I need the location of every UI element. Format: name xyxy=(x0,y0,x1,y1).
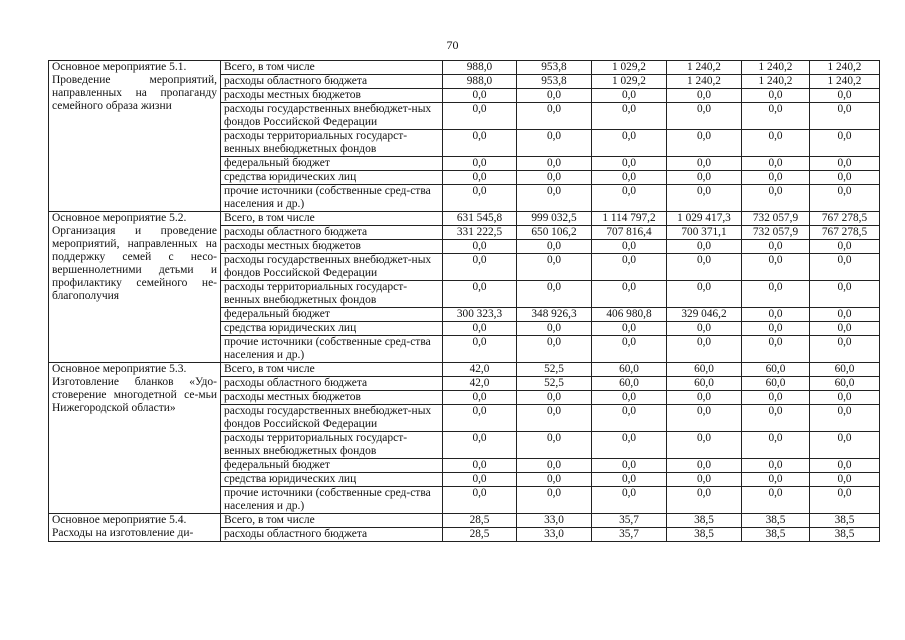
amount-cell: 953,8 xyxy=(517,61,592,75)
amount-cell: 0,0 xyxy=(592,391,667,405)
amount-cell: 0,0 xyxy=(592,322,667,336)
amount-cell: 0,0 xyxy=(592,487,667,514)
table-row xyxy=(49,514,880,528)
amount-cell: 38,5 xyxy=(667,528,742,542)
amount-cell: 0,0 xyxy=(742,322,810,336)
amount-cell: 0,0 xyxy=(742,459,810,473)
amount-cell: 700 371,1 xyxy=(667,226,742,240)
amount-cell: 0,0 xyxy=(667,391,742,405)
amount-cell: 300 323,3 xyxy=(443,308,517,322)
amount-cell: 0,0 xyxy=(810,171,880,185)
amount-cell: 0,0 xyxy=(443,473,517,487)
amount-cell: 52,5 xyxy=(517,377,592,391)
funding-source-label: Всего, в том числе xyxy=(221,363,443,377)
amount-cell: 0,0 xyxy=(517,281,592,308)
funding-source-label: Всего, в том числе xyxy=(221,212,443,226)
amount-cell: 28,5 xyxy=(443,514,517,528)
amount-cell: 52,5 xyxy=(517,363,592,377)
amount-cell: 0,0 xyxy=(443,281,517,308)
amount-cell: 0,0 xyxy=(443,185,517,212)
amount-cell: 42,0 xyxy=(443,377,517,391)
amount-cell: 1 240,2 xyxy=(742,61,810,75)
amount-cell: 0,0 xyxy=(443,103,517,130)
funding-source-label: Всего, в том числе xyxy=(221,514,443,528)
amount-cell: 348 926,3 xyxy=(517,308,592,322)
amount-cell: 0,0 xyxy=(667,240,742,254)
amount-cell: 0,0 xyxy=(810,254,880,281)
amount-cell: 0,0 xyxy=(592,171,667,185)
amount-cell: 767 278,5 xyxy=(810,212,880,226)
amount-cell: 0,0 xyxy=(742,254,810,281)
amount-cell: 0,0 xyxy=(443,322,517,336)
amount-cell: 0,0 xyxy=(517,130,592,157)
amount-cell: 0,0 xyxy=(592,185,667,212)
amount-cell: 0,0 xyxy=(810,89,880,103)
amount-cell: 38,5 xyxy=(742,528,810,542)
funding-source-label: расходы государственных внебюджет-ных фондов Российской Федерации xyxy=(221,103,443,130)
amount-cell: 0,0 xyxy=(443,336,517,363)
amount-cell: 0,0 xyxy=(742,130,810,157)
amount-cell: 0,0 xyxy=(810,473,880,487)
amount-cell: 33,0 xyxy=(517,514,592,528)
amount-cell: 0,0 xyxy=(810,405,880,432)
amount-cell: 0,0 xyxy=(667,322,742,336)
amount-cell: 0,0 xyxy=(810,103,880,130)
amount-cell: 0,0 xyxy=(517,391,592,405)
amount-cell: 0,0 xyxy=(517,336,592,363)
amount-cell: 0,0 xyxy=(517,459,592,473)
amount-cell: 0,0 xyxy=(443,240,517,254)
amount-cell: 1 240,2 xyxy=(810,61,880,75)
amount-cell: 0,0 xyxy=(592,281,667,308)
funding-source-label: расходы местных бюджетов xyxy=(221,391,443,405)
amount-cell: 0,0 xyxy=(517,103,592,130)
table-row xyxy=(49,61,880,75)
amount-cell: 0,0 xyxy=(443,157,517,171)
amount-cell: 0,0 xyxy=(517,487,592,514)
funding-source-label: федеральный бюджет xyxy=(221,157,443,171)
amount-cell: 0,0 xyxy=(517,432,592,459)
funding-source-label: прочие источники (собственные сред-ства населения и др.) xyxy=(221,185,443,212)
amount-cell: 1 240,2 xyxy=(810,75,880,89)
amount-cell: 0,0 xyxy=(667,130,742,157)
amount-cell: 406 980,8 xyxy=(592,308,667,322)
funding-source-label: расходы территориальных государст-венных внебюджетных фондов xyxy=(221,130,443,157)
amount-cell: 60,0 xyxy=(742,377,810,391)
funding-source-label: прочие источники (собственные сред-ства населения и др.) xyxy=(221,336,443,363)
amount-cell: 0,0 xyxy=(443,130,517,157)
amount-cell: 0,0 xyxy=(592,130,667,157)
amount-cell: 1 240,2 xyxy=(742,75,810,89)
amount-cell: 0,0 xyxy=(810,157,880,171)
amount-cell: 1 029 417,3 xyxy=(667,212,742,226)
amount-cell: 60,0 xyxy=(810,377,880,391)
amount-cell: 38,5 xyxy=(742,514,810,528)
amount-cell: 0,0 xyxy=(592,254,667,281)
amount-cell: 999 032,5 xyxy=(517,212,592,226)
amount-cell: 0,0 xyxy=(667,487,742,514)
amount-cell: 0,0 xyxy=(742,157,810,171)
amount-cell: 0,0 xyxy=(667,171,742,185)
amount-cell: 0,0 xyxy=(810,130,880,157)
amount-cell: 0,0 xyxy=(742,171,810,185)
amount-cell: 0,0 xyxy=(667,185,742,212)
amount-cell: 1 029,2 xyxy=(592,61,667,75)
amount-cell: 38,5 xyxy=(810,514,880,528)
activity-title: Основное мероприятие 5.3. xyxy=(52,363,187,375)
amount-cell: 0,0 xyxy=(592,459,667,473)
amount-cell: 331 222,5 xyxy=(443,226,517,240)
amount-cell: 0,0 xyxy=(443,432,517,459)
amount-cell: 0,0 xyxy=(810,336,880,363)
activity-title: Основное мероприятие 5.1. xyxy=(52,61,187,73)
amount-cell: 0,0 xyxy=(742,103,810,130)
amount-cell: 631 545,8 xyxy=(443,212,517,226)
amount-cell: 1 240,2 xyxy=(667,61,742,75)
amount-cell: 0,0 xyxy=(742,240,810,254)
budget-table xyxy=(48,60,880,542)
funding-source-label: прочие источники (собственные сред-ства населения и др.) xyxy=(221,487,443,514)
amount-cell: 0,0 xyxy=(667,254,742,281)
amount-cell: 0,0 xyxy=(667,405,742,432)
amount-cell: 35,7 xyxy=(592,528,667,542)
funding-source-label: расходы областного бюджета xyxy=(221,75,443,89)
amount-cell: 0,0 xyxy=(592,473,667,487)
amount-cell: 35,7 xyxy=(592,514,667,528)
funding-source-label: средства юридических лиц xyxy=(221,171,443,185)
amount-cell: 329 046,2 xyxy=(667,308,742,322)
amount-cell: 42,0 xyxy=(443,363,517,377)
amount-cell: 0,0 xyxy=(667,103,742,130)
amount-cell: 0,0 xyxy=(517,254,592,281)
amount-cell: 988,0 xyxy=(443,75,517,89)
amount-cell: 0,0 xyxy=(810,487,880,514)
amount-cell: 0,0 xyxy=(810,432,880,459)
amount-cell: 0,0 xyxy=(443,171,517,185)
activity-cell xyxy=(49,212,221,363)
amount-cell: 0,0 xyxy=(742,391,810,405)
amount-cell: 732 057,9 xyxy=(742,212,810,226)
amount-cell: 0,0 xyxy=(443,391,517,405)
activity-description: Организация и проведение мероприятий, направленных на поддержку семей с несо-вершеннолетними детьми и профилактику семейного не-благополучия xyxy=(52,225,217,302)
funding-source-label: расходы областного бюджета xyxy=(221,226,443,240)
amount-cell: 1 240,2 xyxy=(667,75,742,89)
amount-cell: 60,0 xyxy=(742,363,810,377)
amount-cell: 60,0 xyxy=(667,377,742,391)
amount-cell: 0,0 xyxy=(592,432,667,459)
amount-cell: 0,0 xyxy=(810,322,880,336)
amount-cell: 0,0 xyxy=(517,322,592,336)
amount-cell: 60,0 xyxy=(592,377,667,391)
amount-cell: 0,0 xyxy=(667,459,742,473)
amount-cell: 60,0 xyxy=(667,363,742,377)
amount-cell: 0,0 xyxy=(667,336,742,363)
activity-description: Проведение мероприятий, направленных на пропаганду семейного образа жизни xyxy=(52,74,217,112)
funding-source-label: расходы государственных внебюджет-ных фондов Российской Федерации xyxy=(221,405,443,432)
funding-source-label: федеральный бюджет xyxy=(221,308,443,322)
amount-cell: 0,0 xyxy=(742,432,810,459)
amount-cell: 0,0 xyxy=(517,473,592,487)
amount-cell: 0,0 xyxy=(592,157,667,171)
amount-cell: 0,0 xyxy=(742,473,810,487)
amount-cell: 0,0 xyxy=(517,89,592,103)
amount-cell: 0,0 xyxy=(443,459,517,473)
amount-cell: 0,0 xyxy=(742,281,810,308)
amount-cell: 0,0 xyxy=(667,432,742,459)
amount-cell: 60,0 xyxy=(810,363,880,377)
amount-cell: 0,0 xyxy=(517,240,592,254)
amount-cell: 0,0 xyxy=(443,89,517,103)
amount-cell: 0,0 xyxy=(667,157,742,171)
amount-cell: 0,0 xyxy=(810,185,880,212)
table-row xyxy=(49,363,880,377)
amount-cell: 0,0 xyxy=(443,254,517,281)
activity-description: Расходы на изготовление ди- xyxy=(52,527,194,539)
amount-cell: 0,0 xyxy=(443,487,517,514)
amount-cell: 0,0 xyxy=(742,405,810,432)
amount-cell: 0,0 xyxy=(667,89,742,103)
amount-cell: 60,0 xyxy=(592,363,667,377)
funding-source-label: федеральный бюджет xyxy=(221,459,443,473)
amount-cell: 28,5 xyxy=(443,528,517,542)
table-row xyxy=(49,212,880,226)
amount-cell: 0,0 xyxy=(667,473,742,487)
amount-cell: 0,0 xyxy=(742,89,810,103)
amount-cell: 33,0 xyxy=(517,528,592,542)
funding-source-label: расходы территориальных государст-венных внебюджетных фондов xyxy=(221,281,443,308)
amount-cell: 988,0 xyxy=(443,61,517,75)
amount-cell: 0,0 xyxy=(592,336,667,363)
activity-title: Основное мероприятие 5.4. xyxy=(52,514,187,526)
amount-cell: 0,0 xyxy=(517,171,592,185)
funding-source-label: Всего, в том числе xyxy=(221,61,443,75)
amount-cell: 0,0 xyxy=(592,103,667,130)
funding-source-label: средства юридических лиц xyxy=(221,473,443,487)
activity-cell xyxy=(49,363,221,514)
amount-cell: 1 114 797,2 xyxy=(592,212,667,226)
amount-cell: 953,8 xyxy=(517,75,592,89)
amount-cell: 38,5 xyxy=(667,514,742,528)
amount-cell: 0,0 xyxy=(810,308,880,322)
amount-cell: 0,0 xyxy=(667,281,742,308)
activity-cell xyxy=(49,61,221,212)
amount-cell: 0,0 xyxy=(592,89,667,103)
amount-cell: 0,0 xyxy=(517,405,592,432)
table-body xyxy=(49,61,880,542)
funding-source-label: расходы местных бюджетов xyxy=(221,240,443,254)
activity-cell xyxy=(49,514,221,542)
funding-source-label: расходы территориальных государст-венных внебюджетных фондов xyxy=(221,432,443,459)
activity-description: Изготовление бланков «Удо-стоверение многодетной се-мьи Нижегородской области» xyxy=(52,376,217,414)
amount-cell: 732 057,9 xyxy=(742,226,810,240)
amount-cell: 0,0 xyxy=(810,391,880,405)
amount-cell: 0,0 xyxy=(517,185,592,212)
amount-cell: 0,0 xyxy=(592,240,667,254)
funding-source-label: расходы областного бюджета xyxy=(221,528,443,542)
amount-cell: 0,0 xyxy=(443,405,517,432)
amount-cell: 0,0 xyxy=(742,487,810,514)
amount-cell: 0,0 xyxy=(517,157,592,171)
activity-title: Основное мероприятие 5.2. xyxy=(52,212,187,224)
amount-cell: 0,0 xyxy=(742,336,810,363)
amount-cell: 1 029,2 xyxy=(592,75,667,89)
amount-cell: 0,0 xyxy=(810,240,880,254)
amount-cell: 650 106,2 xyxy=(517,226,592,240)
amount-cell: 767 278,5 xyxy=(810,226,880,240)
amount-cell: 707 816,4 xyxy=(592,226,667,240)
funding-source-label: расходы государственных внебюджет-ных фондов Российской Федерации xyxy=(221,254,443,281)
amount-cell: 0,0 xyxy=(810,459,880,473)
amount-cell: 38,5 xyxy=(810,528,880,542)
funding-source-label: расходы местных бюджетов xyxy=(221,89,443,103)
amount-cell: 0,0 xyxy=(742,308,810,322)
page-number: 70 xyxy=(446,38,459,52)
funding-source-label: средства юридических лиц xyxy=(221,322,443,336)
amount-cell: 0,0 xyxy=(810,281,880,308)
amount-cell: 0,0 xyxy=(742,185,810,212)
amount-cell: 0,0 xyxy=(592,405,667,432)
funding-source-label: расходы областного бюджета xyxy=(221,377,443,391)
